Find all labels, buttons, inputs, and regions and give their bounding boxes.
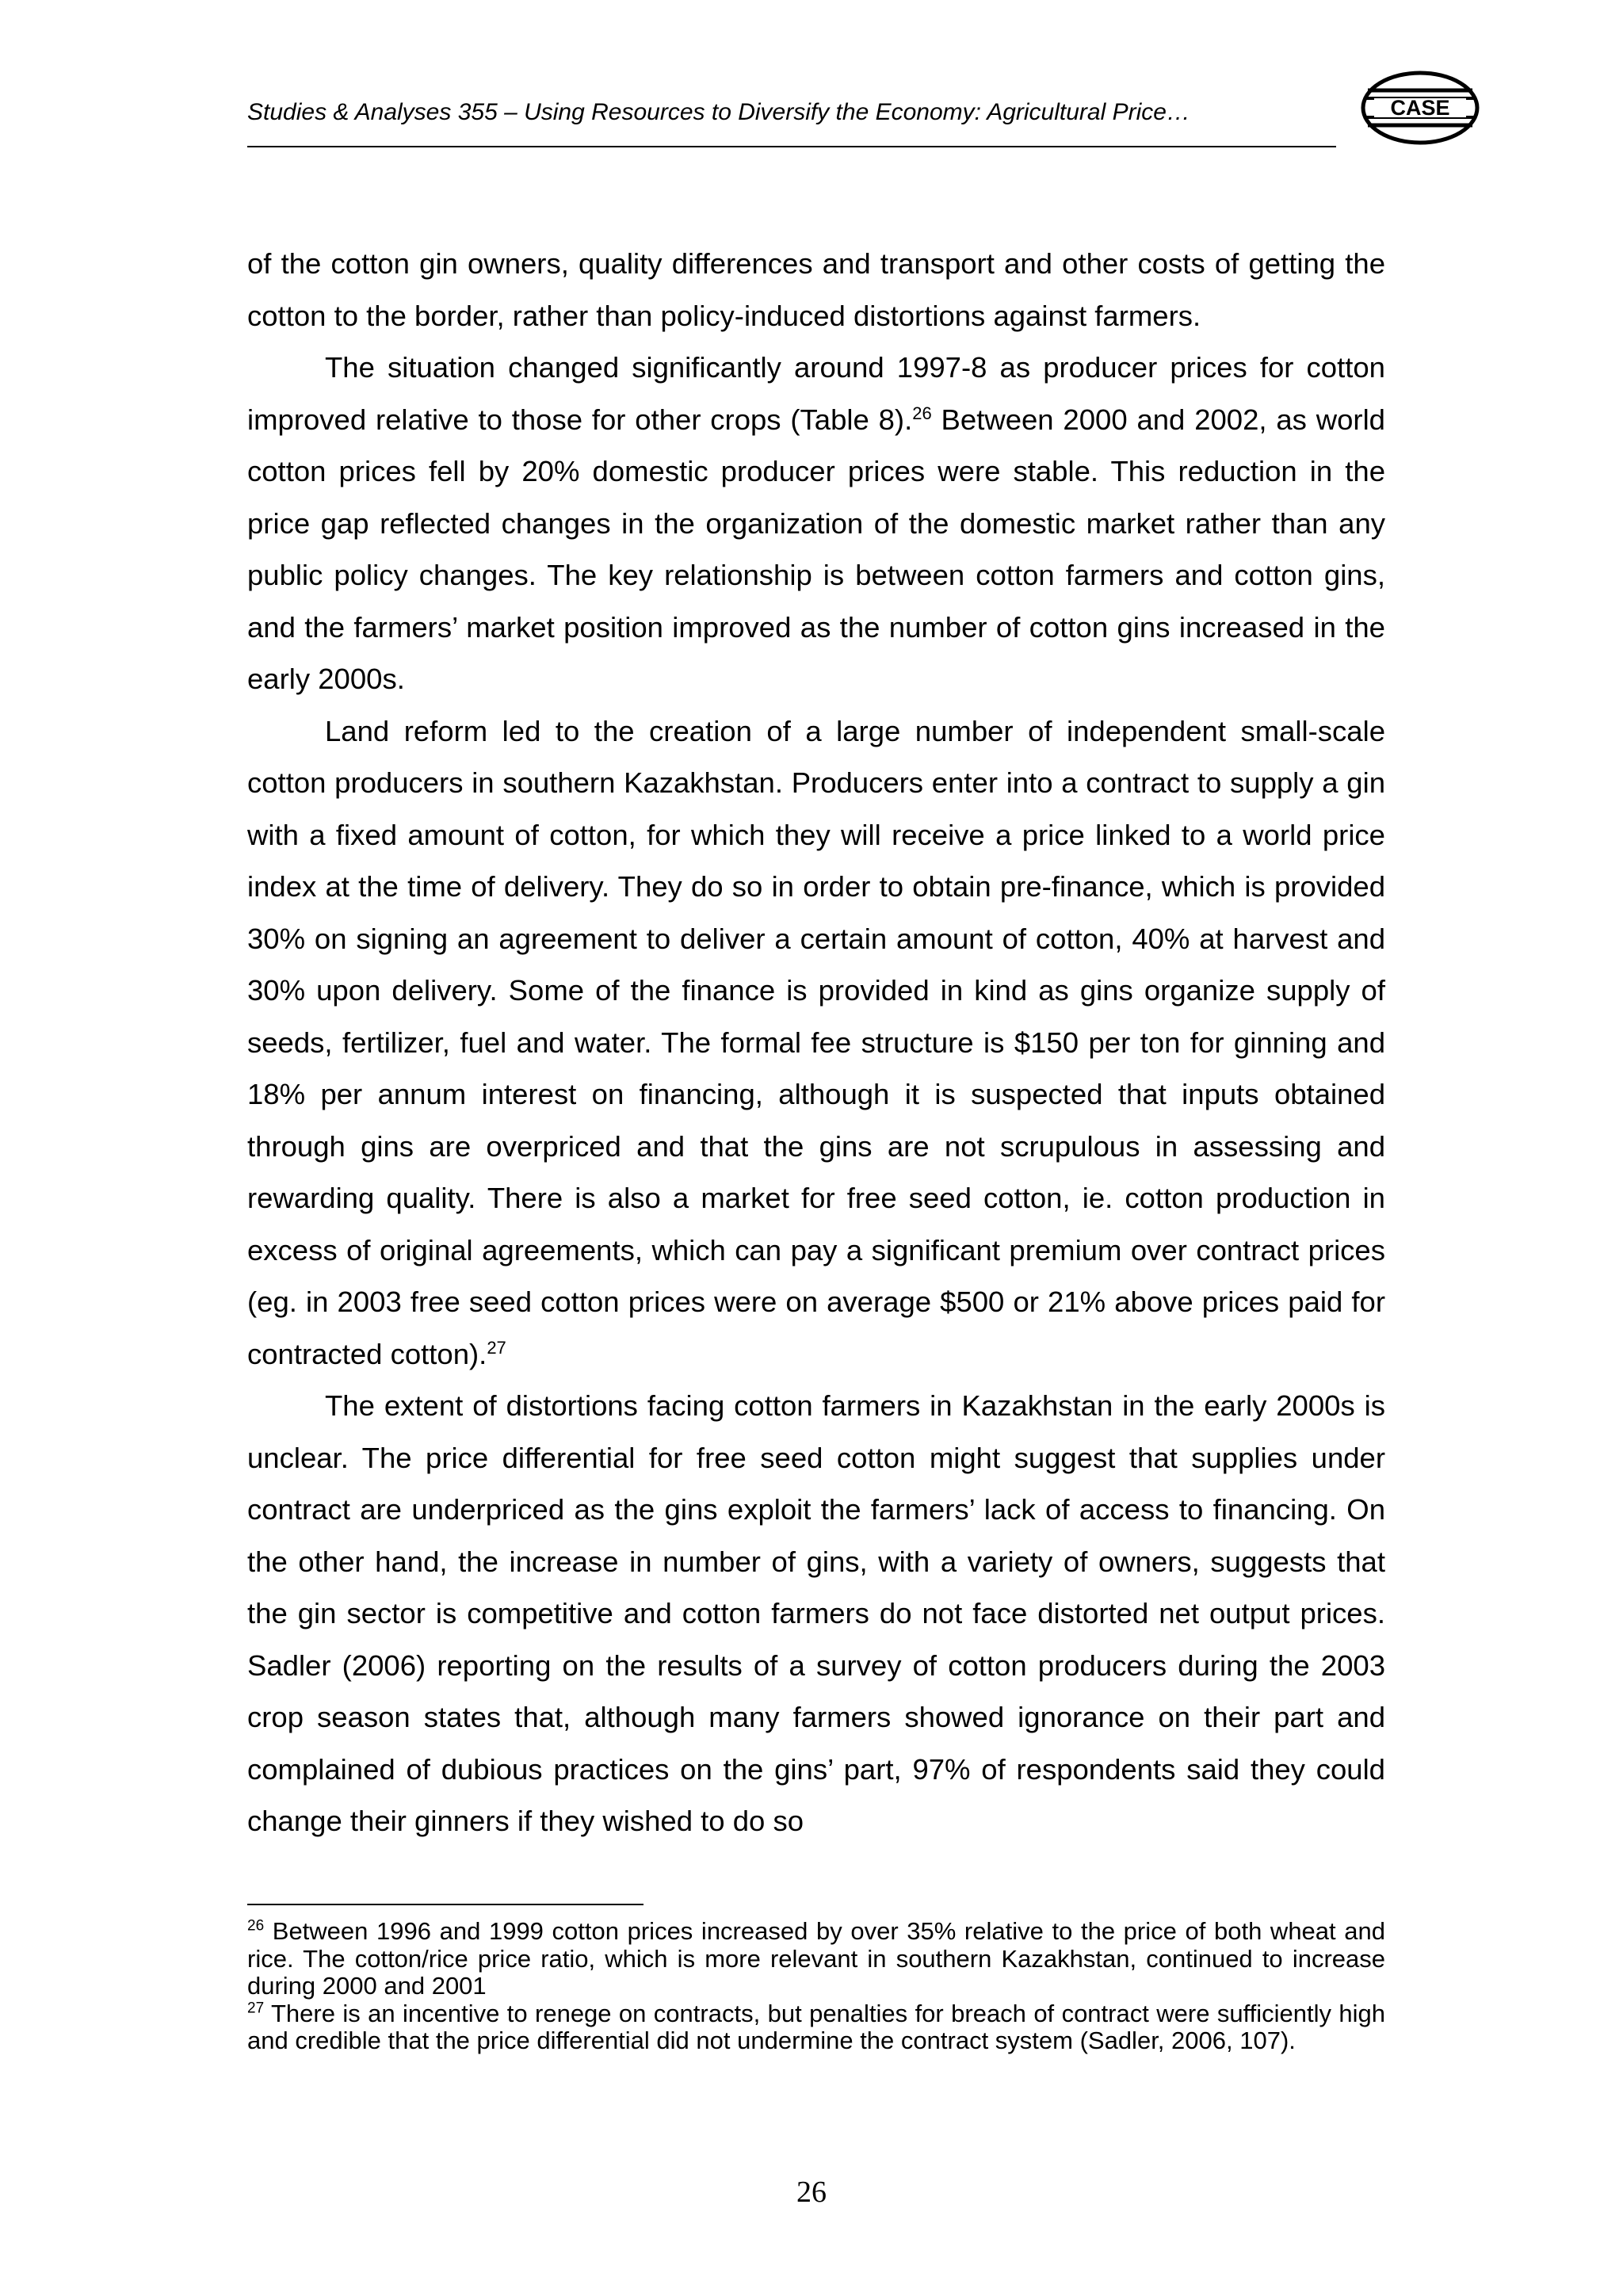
footnote-text-27: There is an incentive to renege on contracts, but penalties for breach of contract were sufficiently high and credible that the price differential did not undermine the contract system (Sadler, 2006, 107). — [247, 1999, 1385, 2054]
footnote-ref-26[interactable]: 26 — [912, 403, 932, 423]
header-rule — [247, 146, 1336, 147]
footnote-number-26: 26 — [247, 1917, 265, 1935]
paragraph-3-text: Land reform led to the creation of a large number of independent small-scale cotton producers in southern Kazakhstan. Producers enter into a contract to supply a gin with a fixed amount of cotton, for which they will receive a price linked to a world price index at the time of delivery. They do so in order to obtain pre-finance, which is provided 30% on signing an agreement to deliver a certain amount of cotton, 40% at harvest and 30% upon delivery. Some of the finance is provided in kind as gins organize supply of seeds, fertilizer, fuel and water. The formal fee structure is $150 per ton for ginning and 18% per annum interest on financing, although it is suspected that inputs obtained through gins are overpriced and that the gins are not scrupulous in assessing and rewarding quality. There is also a market for free seed cotton, ie. cotton production in excess of original agreements, which can pay a significant premium over contract prices (eg. in 2003 free seed cotton prices were on average $500 or 21% above prices paid for contracted cotton). — [247, 714, 1385, 1370]
footnotes — [247, 1918, 1385, 2055]
paragraph-4-text: The extent of distortions facing cotton farmers in Kazakhstan in the early 2000s is unclear. The price differential for free seed cotton might suggest that supplies under contract are underpriced as the gins exploit the farmers’ lack of access to financing. On the other hand, the increase in number of gins, with a variety of owners, suggests that the gin sector is competitive and cotton farmers do not face distorted net output prices. Sadler (2006) reporting on the results of a survey of cotton producers during the 2003 crop season states that, although many farmers showed ignorance on their part and complained of dubious practices on the gins’ part, 97% of respondents said they could change their ginners if they wished to do so — [247, 1389, 1385, 1837]
footnote-27 — [247, 2000, 1385, 2055]
footnote-text-26: Between 1996 and 1999 cotton prices increased by over 35% relative to the price of both wheat and rice. The cotton/rice price ratio, which is more relevant in southern Kazakhstan, continued to increase during 2000 and 2001 — [247, 1917, 1385, 2000]
case-logo — [1357, 67, 1484, 149]
running-header — [247, 94, 1341, 151]
paragraph-1 — [247, 238, 1385, 342]
footnote-number-27: 27 — [247, 2000, 265, 2017]
paragraph-2-text-b: Between 2000 and 2002, as world cotton prices fell by 20% domestic producer prices were stable. This reduction in the price gap reflected changes in the organization of the domestic market rather than any public policy changes. The key relationship is between cotton farmers and cotton gins, and the farmers’ market position improved as the number of cotton gins increased in the early 2000s. — [247, 403, 1385, 695]
paragraph-3 — [247, 705, 1385, 1381]
paragraph-2-text-a: The situation changed significantly around 1997-8 as producer prices for cotton improved relative to those for other crops (Table 8). — [247, 351, 1385, 436]
logo-text: CASE — [1390, 96, 1450, 120]
header-title: Studies & Analyses 355 – Using Resources to Diversify the Economy: Agricultural Price… — [247, 99, 1190, 125]
paragraph-2 — [247, 342, 1385, 705]
footnote-ref-27[interactable]: 27 — [487, 1337, 506, 1358]
footnote-26 — [247, 1918, 1385, 2000]
paragraph-4 — [247, 1380, 1385, 1847]
paragraph-1-text: of the cotton gin owners, quality differences and transport and other costs of getting the cotton to the border, rather than policy-induced distortions against farmers. — [247, 247, 1385, 332]
page-number: 26 — [796, 2176, 827, 2209]
footnote-separator — [247, 1904, 643, 1905]
main-text — [247, 238, 1385, 1847]
